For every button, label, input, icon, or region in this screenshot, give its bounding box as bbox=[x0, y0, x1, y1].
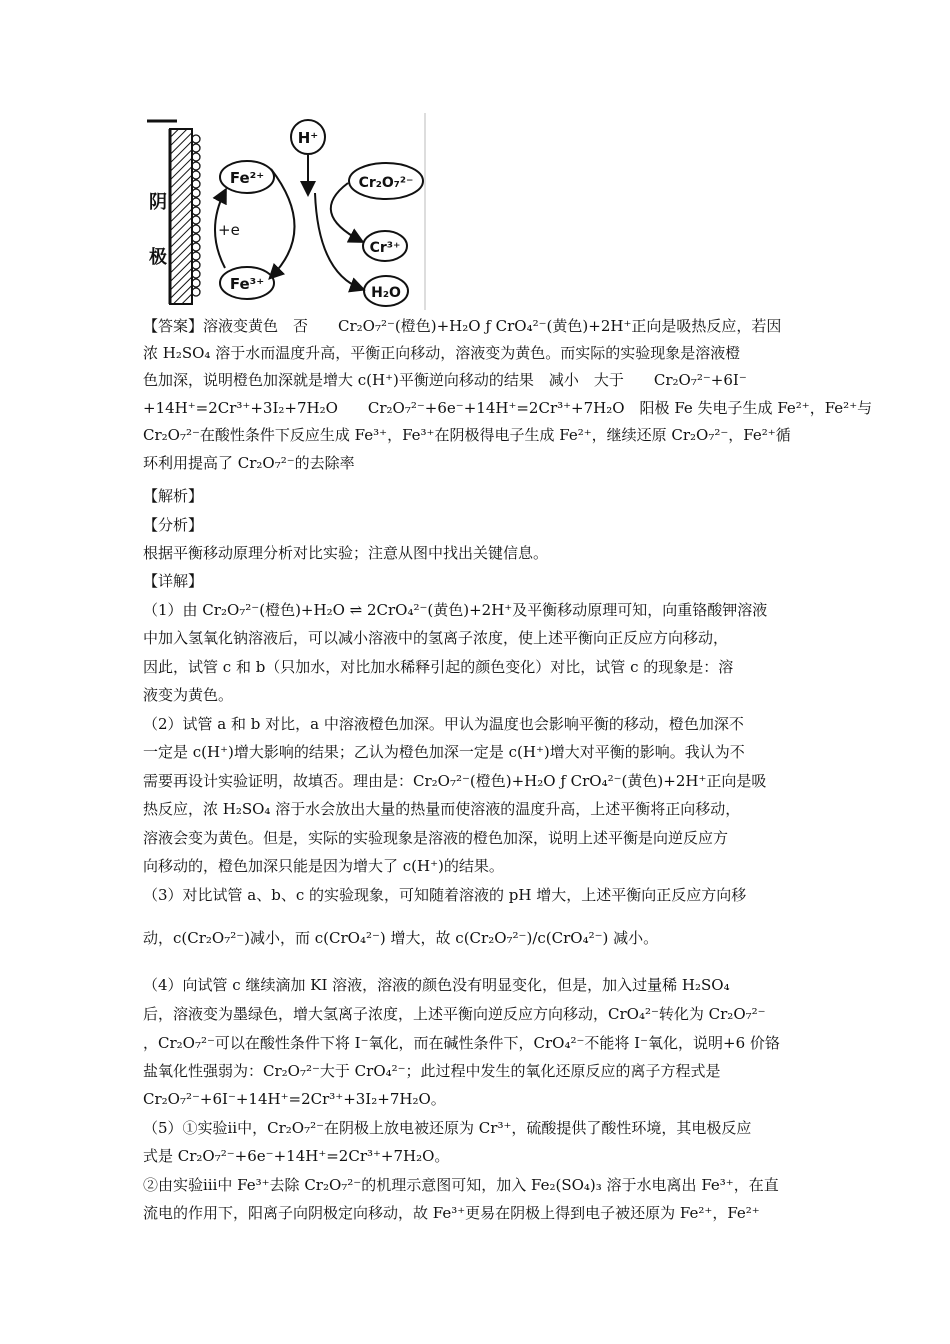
water-label: H₂O bbox=[371, 285, 401, 301]
detail-4-line-4: 盐氧化性强弱为：Cr₂O₇²⁻大于 CrO₄²⁻；此过程中发生的氧化还原反应的离子方程式是 bbox=[143, 1062, 721, 1080]
detail-3-line-1: （3）对比试管 a、b、c 的实验现象，可知随着溶液的 pH 增大，上述平衡向正反应方向移 bbox=[143, 886, 747, 904]
detail-1-line-4: 液变为黄色。 bbox=[143, 686, 234, 704]
detail-2-line-2: 一定是 c(H⁺)增大影响的结果；乙认为橙色加深一定是 c(H⁺)增大对平衡的影响。我认为不 bbox=[143, 743, 745, 761]
detail-2-line-3: 需要再设计实验证明，故填否。理由是：Cr₂O₇²⁻(橙色)+H₂O ƒ CrO₄²⁻(黄色)+2H⁺正向是吸 bbox=[143, 772, 767, 790]
mechanism-diagram bbox=[143, 113, 427, 310]
detail-2-line-5: 溶液会变为黄色。但是，实际的实验现象是溶液的橙色加深，说明上述平衡是向逆反应方 bbox=[143, 829, 729, 847]
electrode-bubbles bbox=[192, 135, 200, 296]
plus-e-label: +e bbox=[218, 221, 240, 239]
detail-5-line-3: ②由实验ⅲ中 Fe³⁺去除 Cr₂O₇²⁻的机理示意图可知，加入 Fe₂(SO₄)₃ 溶于水电离出 Fe³⁺，在直 bbox=[143, 1176, 779, 1194]
answer-line-5: Cr₂O₇²⁻在酸性条件下反应生成 Fe³⁺，Fe³⁺在阴极得电子生成 Fe²⁺，继续还原 Cr₂O₇²⁻，Fe²⁺循 bbox=[143, 426, 791, 444]
fe2-label: Fe²⁺ bbox=[229, 169, 265, 187]
dichromate-label: Cr₂O₇²⁻ bbox=[358, 175, 414, 191]
detail-2-line-6: 向移动的，橙色加深只能是因为增大了 c(H⁺)的结果。 bbox=[143, 857, 504, 875]
analysis-text: 根据平衡移动原理分析对比实验；注意从图中找出关键信息。 bbox=[143, 544, 549, 562]
cathode-plate bbox=[170, 129, 192, 304]
detail-4-line-5: Cr₂O₇²⁻+6I⁻+14H⁺=2Cr³⁺+3I₂+7H₂O。 bbox=[143, 1090, 446, 1108]
detail-5-line-1: （5）①实验ⅱ中，Cr₂O₇²⁻在阴极上放电被还原为 Cr³⁺，硫酸提供了酸性环境，其电极反应 bbox=[143, 1119, 752, 1137]
answer-line-1: 【答案】溶液变黄色 否 Cr₂O₇²⁻(橙色)+H₂O ƒ CrO₄²⁻(黄色)+2H⁺正向是吸热反应，若因 bbox=[143, 317, 782, 335]
h-plus-label: H⁺ bbox=[297, 129, 319, 147]
detail-1-line-2: 中加入氢氧化钠溶液后，可以减小溶液中的氢离子浓度，使上述平衡向正反应方向移动， bbox=[143, 629, 729, 647]
answer-line-3: 色加深，说明橙色加深就是增大 c(H⁺)平衡逆向移动的结果 减小 大于 Cr₂O₇²⁻+6I⁻ bbox=[143, 371, 747, 389]
section-fenxi: 【分析】 bbox=[143, 516, 204, 534]
cathode-label-2: 极 bbox=[149, 247, 167, 268]
fe3-label: Fe³⁺ bbox=[229, 275, 265, 293]
answer-line-6: 环利用提高了 Cr₂O₇²⁻的去除率 bbox=[143, 454, 355, 472]
detail-3-line-2: 动，c(Cr₂O₇²⁻)减小，而 c(CrO₄²⁻) 增大，故 c(Cr₂O₇²⁻)/c(CrO₄²⁻) 减小。 bbox=[143, 929, 659, 947]
cr3-label: Cr³⁺ bbox=[369, 240, 401, 256]
detail-5-line-4: 流电的作用下，阳离子向阴极定向移动，故 Fe³⁺更易在阴极上得到电子被还原为 Fe²⁺，Fe²⁺ bbox=[143, 1204, 760, 1222]
detail-4-line-2: 后，溶液变为墨绿色，增大氢离子浓度，上述平衡向逆反应方向移动，CrO₄²⁻转化为 Cr₂O₇²⁻ bbox=[143, 1005, 766, 1023]
detail-2-line-1: （2）试管 a 和 b 对比，a 中溶液橙色加深。甲认为温度也会影响平衡的移动，橙色加深不 bbox=[143, 715, 744, 733]
detail-1-line-3: 因此，试管 c 和 b（只加水，对比加水稀释引起的颜色变化）对比，试管 c 的现象是：溶 bbox=[143, 658, 734, 676]
detail-1-line-1: （1）由 Cr₂O₇²⁻(橙色)+H₂O ⇌ 2CrO₄²⁻(黄色)+2H⁺及平衡移动原理可知，向重铬酸钾溶液 bbox=[143, 601, 768, 619]
answer-line-4: +14H⁺=2Cr³⁺+3I₂+7H₂O Cr₂O₇²⁻+6e⁻+14H⁺=2Cr³⁺+7H₂O 阳极 Fe 失电子生成 Fe²⁺，Fe²⁺与 bbox=[143, 399, 873, 417]
detail-4-line-1: （4）向试管 c 继续滴加 KI 溶液，溶液的颜色没有明显变化，但是，加入过量稀 H₂SO₄ bbox=[143, 976, 730, 994]
section-xiangjie: 【详解】 bbox=[143, 572, 204, 590]
detail-5-line-2: 式是 Cr₂O₇²⁻+6e⁻+14H⁺=2Cr³⁺+7H₂O。 bbox=[143, 1147, 450, 1165]
cathode-label-1: 阴 bbox=[149, 192, 167, 213]
to-water-arrow bbox=[315, 193, 362, 289]
detail-4-line-3: ，Cr₂O₇²⁻可以在酸性条件下将 I⁻氧化，而在碱性条件下，CrO₄²⁻不能将 I⁻氧化，说明+6 价铬 bbox=[143, 1034, 780, 1052]
section-jiexi: 【解析】 bbox=[143, 487, 204, 505]
answer-line-2: 浓 H₂SO₄ 溶于水而温度升高，平衡正向移动，溶液变为黄色。而实际的实验现象是溶液橙 bbox=[143, 344, 741, 362]
oxidation-arrow bbox=[271, 169, 295, 277]
detail-2-line-4: 热反应，浓 H₂SO₄ 溶于水会放出大量的热量而使溶液的温度升高，上述平衡将正向移动， bbox=[143, 800, 741, 818]
